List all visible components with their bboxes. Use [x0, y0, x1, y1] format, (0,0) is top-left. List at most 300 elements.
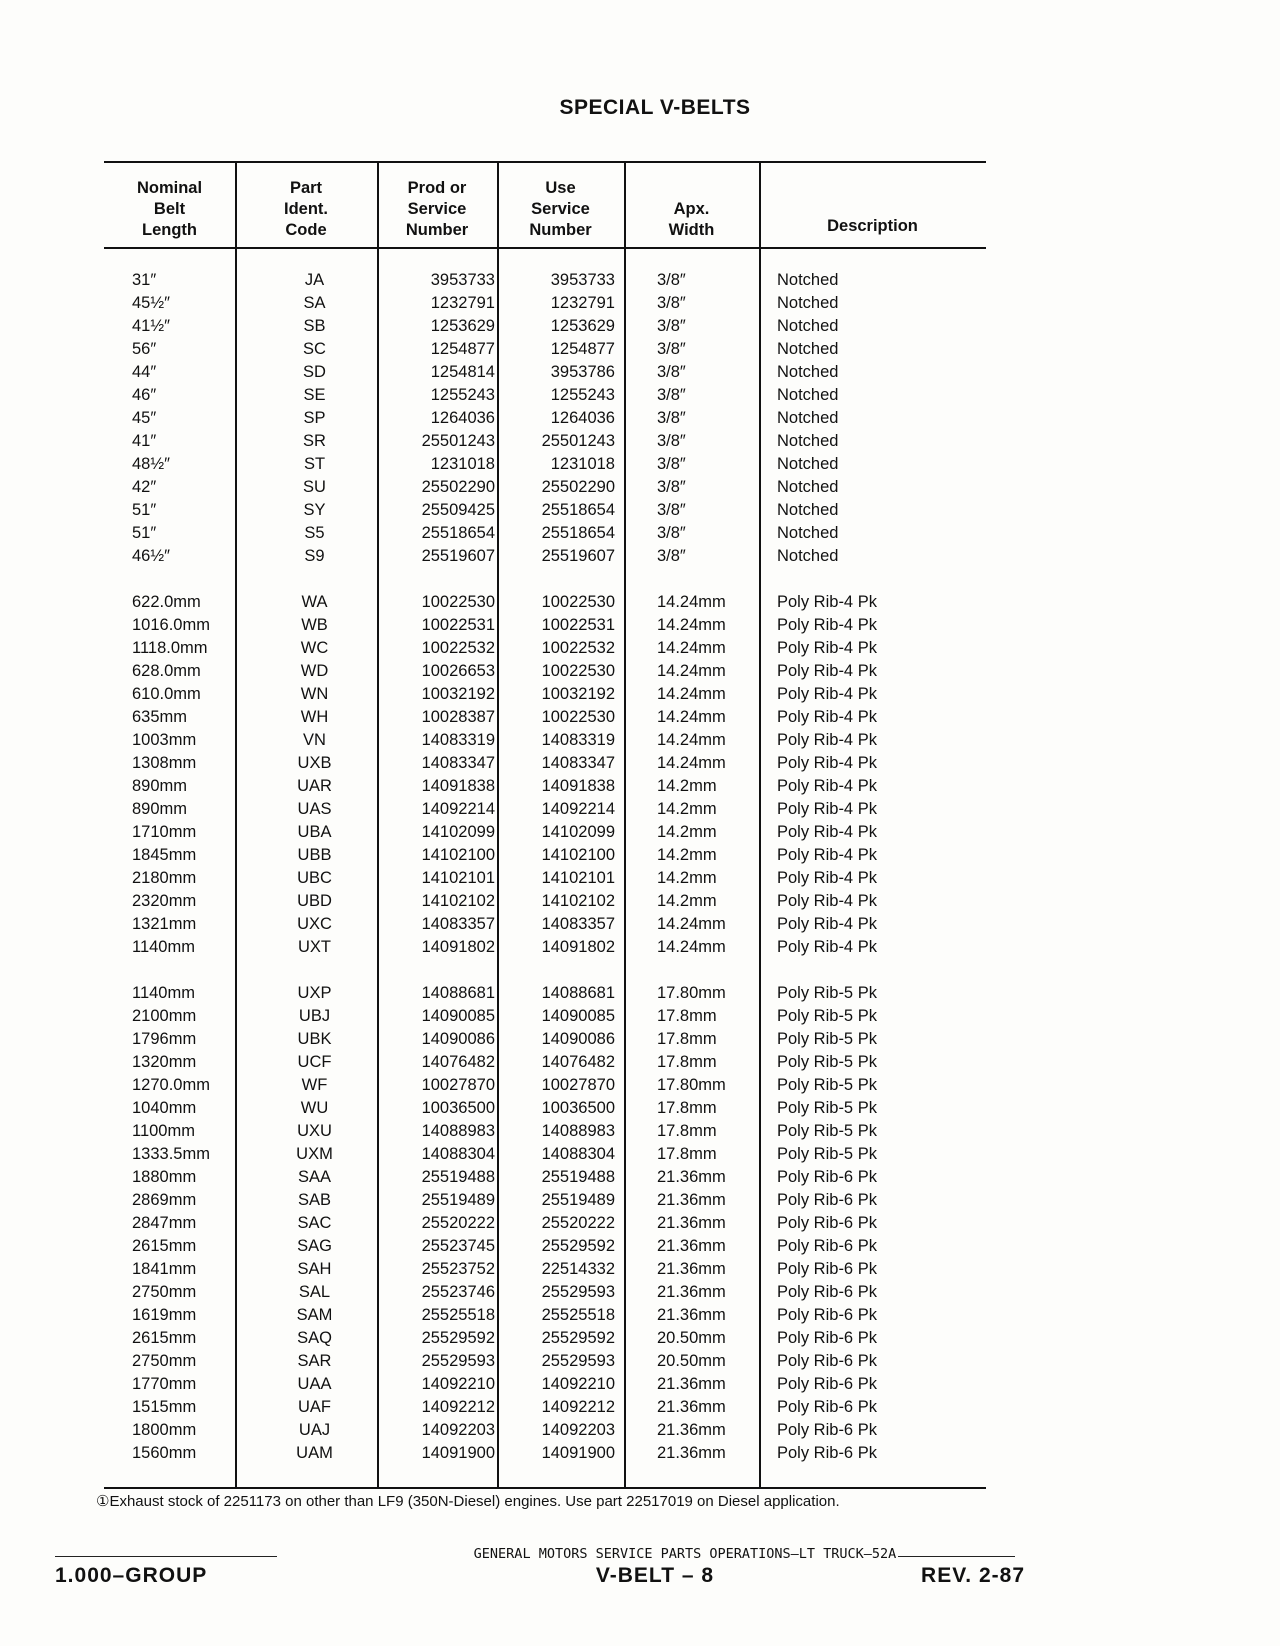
approx-width: 14.24mm: [657, 754, 726, 772]
use-service-number: 10036500: [541, 1099, 615, 1117]
table-row: [104, 407, 986, 430]
prod-service-number: 1253629: [430, 317, 495, 335]
prod-service-number: 14092214: [421, 800, 495, 818]
use-service-number: 1232791: [550, 294, 615, 312]
approx-width: 3/8″: [657, 363, 686, 381]
table-row: [104, 476, 986, 499]
approx-width: 3/8″: [657, 524, 686, 542]
approx-width: 3/8″: [657, 294, 686, 312]
approx-width: 21.36mm: [657, 1398, 726, 1416]
belt-length: 1040mm: [132, 1099, 197, 1117]
approx-width: 21.36mm: [657, 1421, 726, 1439]
belt-length: 1270.0mm: [132, 1076, 210, 1094]
approx-width: 17.8mm: [657, 1122, 717, 1140]
footer-page: V-BELT – 8: [595, 1564, 715, 1587]
table-row: [104, 821, 986, 844]
approx-width: 21.36mm: [657, 1237, 726, 1255]
use-service-number: 14090085: [541, 1007, 615, 1025]
approx-width: 17.80mm: [657, 1076, 726, 1094]
use-service-number: 14083347: [541, 754, 615, 772]
ident-code: WF: [301, 1076, 328, 1094]
prod-service-number: 25529593: [421, 1352, 495, 1370]
ident-code: SAM: [296, 1306, 333, 1324]
ident-code: SAA: [297, 1168, 332, 1186]
ident-code: S5: [304, 524, 325, 542]
table-row: [104, 453, 986, 476]
use-service-number: 25520222: [541, 1214, 615, 1232]
table-row: [104, 545, 986, 568]
prod-service-number: 14102102: [421, 892, 495, 910]
belt-length: 1710mm: [132, 823, 197, 841]
belt-length: 1880mm: [132, 1168, 197, 1186]
approx-width: 14.24mm: [657, 708, 726, 726]
belt-length: 42″: [132, 478, 157, 496]
ident-code: WA: [301, 593, 328, 611]
table-row: [104, 1074, 986, 1097]
use-service-number: 25529593: [541, 1283, 615, 1301]
prod-service-number: 3953733: [430, 271, 495, 289]
ident-code: SAC: [297, 1214, 332, 1232]
belt-length: 51″: [132, 501, 157, 519]
table-row: [104, 1189, 986, 1212]
description: Notched: [777, 409, 839, 427]
table-row: [104, 1166, 986, 1189]
description: Notched: [777, 524, 839, 542]
approx-width: 21.36mm: [657, 1375, 726, 1393]
prod-service-number: 25523752: [421, 1260, 495, 1278]
belt-length: 1140mm: [132, 938, 195, 956]
approx-width: 14.24mm: [657, 915, 726, 933]
belt-length: 1845mm: [132, 846, 197, 864]
approx-width: 3/8″: [657, 386, 686, 404]
description: Poly Rib-5 Pk: [777, 1030, 877, 1048]
table-row: [104, 1419, 986, 1442]
ident-code: UAJ: [298, 1421, 331, 1439]
description: Poly Rib-4 Pk: [777, 731, 877, 749]
description: Notched: [777, 363, 839, 381]
prod-service-number: 10022532: [421, 639, 495, 657]
belt-length: 2847mm: [132, 1214, 197, 1232]
description: Notched: [777, 478, 839, 496]
use-service-number: 22514332: [541, 1260, 615, 1278]
belt-length: 48½″: [132, 455, 170, 473]
use-service-number: 3953786: [550, 363, 615, 381]
use-service-number: 14088304: [541, 1145, 615, 1163]
table-row: [104, 522, 986, 545]
approx-width: 17.80mm: [657, 984, 726, 1002]
belt-length: 1515mm: [132, 1398, 197, 1416]
table-row: [104, 338, 986, 361]
use-service-number: 1231018: [550, 455, 615, 473]
belt-length: 2750mm: [132, 1283, 197, 1301]
prod-service-number: 14102099: [421, 823, 495, 841]
table-row: [104, 1143, 986, 1166]
prod-service-number: 25509425: [421, 501, 495, 519]
description: Notched: [777, 271, 839, 289]
description: Poly Rib-6 Pk: [777, 1329, 877, 1347]
description: Poly Rib-4 Pk: [777, 777, 877, 795]
use-service-number: 25529592: [541, 1237, 615, 1255]
table-row: [104, 844, 986, 867]
description: Poly Rib-6 Pk: [777, 1352, 877, 1370]
table-row: [104, 752, 986, 775]
table-row: [104, 775, 986, 798]
description: Poly Rib-6 Pk: [777, 1421, 877, 1439]
table-row: [104, 292, 986, 315]
belt-length: 1100mm: [132, 1122, 195, 1140]
ident-code: SB: [303, 317, 326, 335]
approx-width: 17.8mm: [657, 1145, 717, 1163]
approx-width: 14.24mm: [657, 616, 726, 634]
approx-width: 3/8″: [657, 478, 686, 496]
use-service-number: 25525518: [541, 1306, 615, 1324]
belt-table: [104, 161, 986, 1489]
table-row: [104, 1005, 986, 1028]
approx-width: 3/8″: [657, 501, 686, 519]
description: Poly Rib-4 Pk: [777, 915, 877, 933]
belt-length: 1321mm: [132, 915, 197, 933]
approx-width: 14.2mm: [657, 800, 717, 818]
belt-length: 890mm: [132, 800, 188, 818]
ident-code: JA: [304, 271, 325, 289]
belt-length: 1308mm: [132, 754, 197, 772]
ident-code: WN: [300, 685, 329, 703]
description: Notched: [777, 294, 839, 312]
prod-service-number: 10036500: [421, 1099, 495, 1117]
belt-length: 1140mm: [132, 984, 195, 1002]
approx-width: 14.24mm: [657, 639, 726, 657]
approx-width: 17.8mm: [657, 1099, 717, 1117]
use-service-number: 10022530: [541, 593, 615, 611]
use-service-number: 3953733: [550, 271, 615, 289]
table-row: [104, 1258, 986, 1281]
belt-length: 31″: [132, 271, 157, 289]
prod-service-number: 14092203: [421, 1421, 495, 1439]
description: Poly Rib-4 Pk: [777, 823, 877, 841]
table-row: [104, 591, 986, 614]
use-service-number: 10022530: [541, 662, 615, 680]
belt-length: 1796mm: [132, 1030, 197, 1048]
description: Poly Rib-4 Pk: [777, 754, 877, 772]
use-service-number: 1255243: [550, 386, 615, 404]
approx-width: 17.8mm: [657, 1007, 717, 1025]
prod-service-number: 14083319: [421, 731, 495, 749]
table-row: [104, 1304, 986, 1327]
approx-width: 14.2mm: [657, 846, 717, 864]
approx-width: 3/8″: [657, 547, 686, 565]
use-service-number: 14102099: [541, 823, 615, 841]
use-service-number: 14092212: [541, 1398, 615, 1416]
approx-width: 14.2mm: [657, 892, 717, 910]
use-service-number: 14102102: [541, 892, 615, 910]
prod-service-number: 14090085: [421, 1007, 495, 1025]
prod-service-number: 25519488: [421, 1168, 495, 1186]
description: Poly Rib-4 Pk: [777, 616, 877, 634]
use-service-number: 14083357: [541, 915, 615, 933]
belt-length: 45″: [132, 409, 157, 427]
table-row: [104, 913, 986, 936]
description: Poly Rib-6 Pk: [777, 1444, 877, 1462]
use-service-number: 10022532: [541, 639, 615, 657]
prod-service-number: 25525518: [421, 1306, 495, 1324]
prod-service-number: 14090086: [421, 1030, 495, 1048]
ident-code: UAS: [297, 800, 332, 818]
table-row: [104, 936, 986, 959]
belt-length: 2869mm: [132, 1191, 197, 1209]
description: Poly Rib-4 Pk: [777, 892, 877, 910]
table-row: [104, 729, 986, 752]
header-width: Apx. Width: [668, 200, 715, 239]
use-service-number: 10022531: [541, 616, 615, 634]
prod-service-number: 14091900: [421, 1444, 495, 1462]
description: Poly Rib-6 Pk: [777, 1214, 877, 1232]
use-service-number: 25518654: [541, 524, 615, 542]
use-service-number: 25529592: [541, 1329, 615, 1347]
ident-code: UAM: [296, 1444, 333, 1462]
belt-length: 2180mm: [132, 869, 197, 887]
header-use-number: Use Service Number: [529, 178, 592, 239]
ident-code: SU: [303, 478, 326, 496]
prod-service-number: 25501243: [421, 432, 495, 450]
approx-width: 3/8″: [657, 432, 686, 450]
description: Poly Rib-5 Pk: [777, 984, 877, 1002]
table-row: [104, 1350, 986, 1373]
belt-length: 1800mm: [132, 1421, 197, 1439]
belt-length: 1003mm: [132, 731, 197, 749]
page-title: SPECIAL V-BELTS: [559, 96, 751, 119]
ident-code: UXM: [296, 1145, 333, 1163]
prod-service-number: 1264036: [430, 409, 495, 427]
table-row: [104, 1281, 986, 1304]
approx-width: 21.36mm: [657, 1191, 726, 1209]
use-service-number: 1253629: [550, 317, 615, 335]
table-row: [104, 430, 986, 453]
belt-length: 628.0mm: [132, 662, 201, 680]
approx-width: 21.36mm: [657, 1168, 726, 1186]
table-row: [104, 867, 986, 890]
use-service-number: 10027870: [541, 1076, 615, 1094]
table-row: [104, 1051, 986, 1074]
use-service-number: 25529593: [541, 1352, 615, 1370]
group-spacer: [104, 959, 986, 982]
belt-length: 1770mm: [132, 1375, 197, 1393]
prod-service-number: 14088983: [421, 1122, 495, 1140]
approx-width: 20.50mm: [657, 1329, 726, 1347]
header-description: Description: [827, 217, 918, 235]
approx-width: 14.2mm: [657, 777, 717, 795]
use-service-number: 14092214: [541, 800, 615, 818]
approx-width: 20.50mm: [657, 1352, 726, 1370]
prod-service-number: 14088681: [421, 984, 495, 1002]
ident-code: SD: [303, 363, 326, 381]
ident-code: WU: [300, 1099, 329, 1117]
ident-code: SAL: [298, 1283, 331, 1301]
ident-code: UBJ: [298, 1007, 331, 1025]
use-service-number: 14102100: [541, 846, 615, 864]
ident-code: UXT: [298, 938, 331, 956]
use-service-number: 14091838: [541, 777, 615, 795]
ident-code: SA: [303, 294, 326, 312]
description: Notched: [777, 386, 839, 404]
description: Poly Rib-4 Pk: [777, 685, 877, 703]
ident-code: WH: [300, 708, 329, 726]
prod-service-number: 1254814: [430, 363, 495, 381]
description: Notched: [777, 317, 839, 335]
prod-service-number: 1254877: [430, 340, 495, 358]
table-row: [104, 1327, 986, 1350]
prod-service-number: 14092210: [421, 1375, 495, 1393]
belt-length: 41½″: [132, 317, 170, 335]
table-row: [104, 683, 986, 706]
use-service-number: 1264036: [550, 409, 615, 427]
prod-service-number: 1255243: [430, 386, 495, 404]
approx-width: 21.36mm: [657, 1260, 726, 1278]
belt-length: 45½″: [132, 294, 170, 312]
table-row: [104, 614, 986, 637]
prod-service-number: 25520222: [421, 1214, 495, 1232]
description: Poly Rib-6 Pk: [777, 1260, 877, 1278]
approx-width: 17.8mm: [657, 1030, 717, 1048]
table-row: [104, 315, 986, 338]
footnote: ①Exhaust stock of 2251173 on other than LF9 (350N-Diesel) engines. Use part 22517019 on Diesel application.: [96, 1493, 840, 1510]
approx-width: 14.24mm: [657, 685, 726, 703]
approx-width: 17.8mm: [657, 1053, 717, 1071]
ident-code: UBK: [297, 1030, 332, 1048]
use-service-number: 25519489: [541, 1191, 615, 1209]
table-row: [104, 499, 986, 522]
ident-code: SP: [303, 409, 326, 427]
table-row: [104, 1028, 986, 1051]
belt-length: 56″: [132, 340, 157, 358]
belt-length: 46½″: [132, 547, 170, 565]
description: Poly Rib-6 Pk: [777, 1375, 877, 1393]
approx-width: 21.36mm: [657, 1214, 726, 1232]
ident-code: SY: [303, 501, 326, 519]
use-service-number: 14091802: [541, 938, 615, 956]
prod-service-number: 14091838: [421, 777, 495, 795]
description: Poly Rib-4 Pk: [777, 800, 877, 818]
ident-code: UCF: [297, 1053, 332, 1071]
ident-code: SE: [303, 386, 326, 404]
ident-code: UXP: [297, 984, 332, 1002]
prod-service-number: 14076482: [421, 1053, 495, 1071]
description: Poly Rib-4 Pk: [777, 938, 877, 956]
approx-width: 21.36mm: [657, 1283, 726, 1301]
description: Poly Rib-4 Pk: [777, 708, 877, 726]
table-row: [104, 1235, 986, 1258]
ident-code: WC: [300, 639, 329, 657]
use-service-number: 25519607: [541, 547, 615, 565]
description: Poly Rib-6 Pk: [777, 1306, 877, 1324]
table-row: [104, 1396, 986, 1419]
belt-length: 1320mm: [132, 1053, 197, 1071]
approx-width: 14.2mm: [657, 823, 717, 841]
belt-length: 2100mm: [132, 1007, 197, 1025]
approx-width: 3/8″: [657, 317, 686, 335]
approx-width: 3/8″: [657, 271, 686, 289]
description: Poly Rib-5 Pk: [777, 1053, 877, 1071]
use-service-number: 25501243: [541, 432, 615, 450]
ident-code: SAH: [297, 1260, 332, 1278]
ident-code: WB: [301, 616, 328, 634]
approx-width: 14.2mm: [657, 869, 717, 887]
use-service-number: 14090086: [541, 1030, 615, 1048]
ident-code: ST: [303, 455, 326, 473]
belt-length: 2615mm: [132, 1237, 197, 1255]
table-row: [104, 1442, 986, 1465]
footer-revision: REV. 2-87: [921, 1564, 1025, 1587]
approx-width: 3/8″: [657, 340, 686, 358]
ident-code: UBA: [297, 823, 332, 841]
description: Poly Rib-6 Pk: [777, 1398, 877, 1416]
description: Poly Rib-5 Pk: [777, 1076, 877, 1094]
ident-code: SAQ: [297, 1329, 332, 1347]
prod-service-number: 1232791: [430, 294, 495, 312]
prod-service-number: 25529592: [421, 1329, 495, 1347]
table-row: [104, 384, 986, 407]
use-service-number: 25519488: [541, 1168, 615, 1186]
belt-length: 1619mm: [132, 1306, 197, 1324]
description: Poly Rib-5 Pk: [777, 1007, 877, 1025]
table-row: [104, 1097, 986, 1120]
description: Poly Rib-5 Pk: [777, 1145, 877, 1163]
belt-length: 890mm: [132, 777, 188, 795]
description: Notched: [777, 455, 839, 473]
table-row: [104, 361, 986, 384]
description: Poly Rib-6 Pk: [777, 1237, 877, 1255]
belt-length: 1841mm: [132, 1260, 197, 1278]
prod-service-number: 25502290: [421, 478, 495, 496]
description: Notched: [777, 547, 839, 565]
header-part-code: Part Ident. Code: [284, 178, 328, 239]
prod-service-number: 10026653: [421, 662, 495, 680]
description: Notched: [777, 340, 839, 358]
ident-code: UAF: [298, 1398, 331, 1416]
prod-service-number: 25519489: [421, 1191, 495, 1209]
use-service-number: 14083319: [541, 731, 615, 749]
ident-code: VN: [303, 731, 326, 749]
prod-service-number: 14083347: [421, 754, 495, 772]
description: Notched: [777, 432, 839, 450]
prod-service-number: 14102101: [421, 869, 495, 887]
description: Poly Rib-4 Pk: [777, 869, 877, 887]
prod-service-number: 10027870: [421, 1076, 495, 1094]
table-row: [104, 660, 986, 683]
description: Poly Rib-6 Pk: [777, 1191, 877, 1209]
table-body: [104, 269, 986, 1465]
ident-code: UXC: [297, 915, 332, 933]
approx-width: 3/8″: [657, 455, 686, 473]
header-belt-length: Nominal Belt Length: [136, 178, 203, 239]
description: Poly Rib-4 Pk: [777, 593, 877, 611]
belt-length: 2615mm: [132, 1329, 197, 1347]
use-service-number: 14092210: [541, 1375, 615, 1393]
prod-service-number: 14092212: [421, 1398, 495, 1416]
use-service-number: 25502290: [541, 478, 615, 496]
use-service-number: 14102101: [541, 869, 615, 887]
use-service-number: 10032192: [541, 685, 615, 703]
belt-length: 622.0mm: [132, 593, 201, 611]
description: Poly Rib-4 Pk: [777, 639, 877, 657]
belt-length: 1118.0mm: [132, 639, 208, 657]
prod-service-number: 25523745: [421, 1237, 495, 1255]
belt-length: 1016.0mm: [132, 616, 210, 634]
ident-code: SAB: [297, 1191, 332, 1209]
approx-width: 21.36mm: [657, 1306, 726, 1324]
approx-width: 14.24mm: [657, 731, 726, 749]
table-row: [104, 706, 986, 729]
prod-service-number: 10022530: [421, 593, 495, 611]
